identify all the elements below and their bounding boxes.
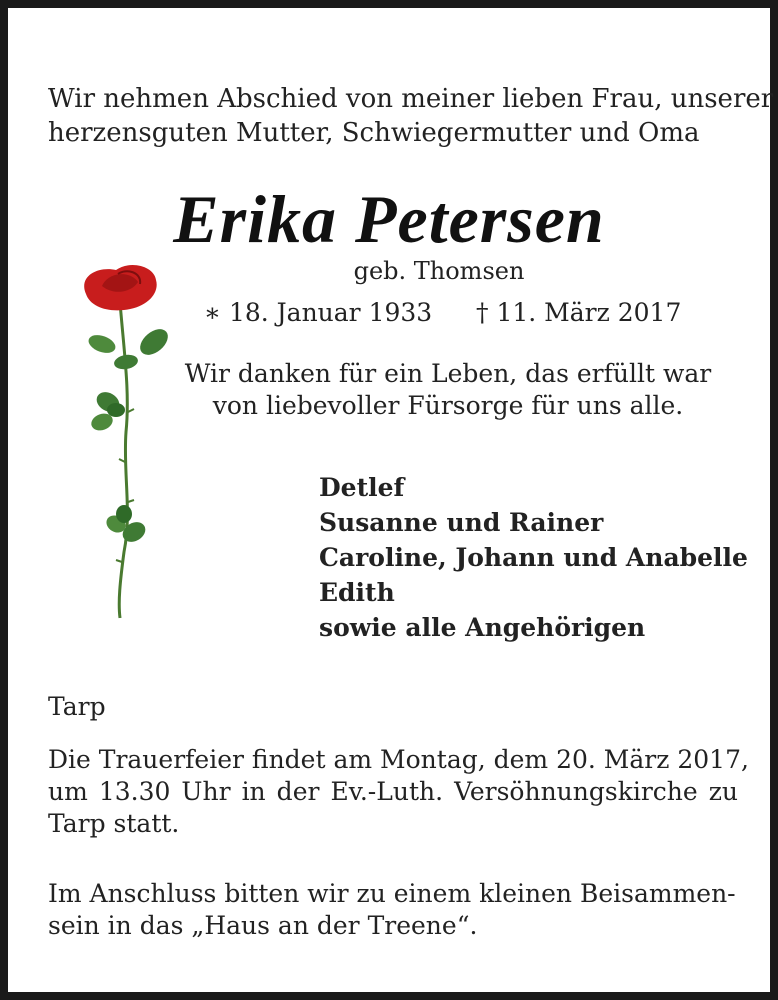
reception-text [48, 878, 738, 942]
thanks-line: von liebevoller Fürsorge für uns alle. [212, 391, 684, 420]
death-date: † 11. März 2017 [476, 298, 682, 327]
reception-line: Im Anschluss bitten wir zu einem kleinen Beisammen- [48, 879, 736, 908]
intro-text [48, 82, 774, 150]
mourner: Caroline, Johann und Anabelle [319, 543, 748, 572]
mourner: sowie alle Angehörigen [319, 613, 646, 642]
deceased-name: Erika Petersen [173, 181, 605, 257]
funeral-service-text [48, 744, 749, 840]
thanks-line: Wir danken für ein Leben, das erfüllt war [184, 359, 712, 388]
mourner: Susanne und Rainer [319, 508, 604, 537]
obituary-notice [8, 8, 774, 992]
service-line: Die Trauerfeier findet am Montag, dem 20. März 2017, [48, 745, 749, 774]
intro-line: herzensguten Mutter, Schwiegermutter und Oma [48, 118, 700, 148]
intro-line: Wir nehmen Abschied von meiner lieben Frau, unserer [48, 84, 774, 114]
place-name: Tarp [48, 692, 106, 721]
maiden-name: geb. Thomsen [353, 257, 525, 285]
mourner: Edith [319, 578, 395, 607]
service-line: um 13.30 Uhr in der Ev.-Luth. Versöhnungskirche zu [48, 777, 738, 806]
reception-line: sein in das „Haus an der Treene“. [48, 911, 478, 940]
rose-icon [68, 262, 178, 622]
thanks-text [158, 358, 738, 422]
life-dates [204, 297, 684, 329]
mourners-list [319, 470, 748, 645]
service-line: Tarp statt. [48, 809, 180, 838]
birth-date: ∗ 18. Januar 1933 [204, 298, 433, 327]
mourner: Detlef [319, 473, 405, 502]
